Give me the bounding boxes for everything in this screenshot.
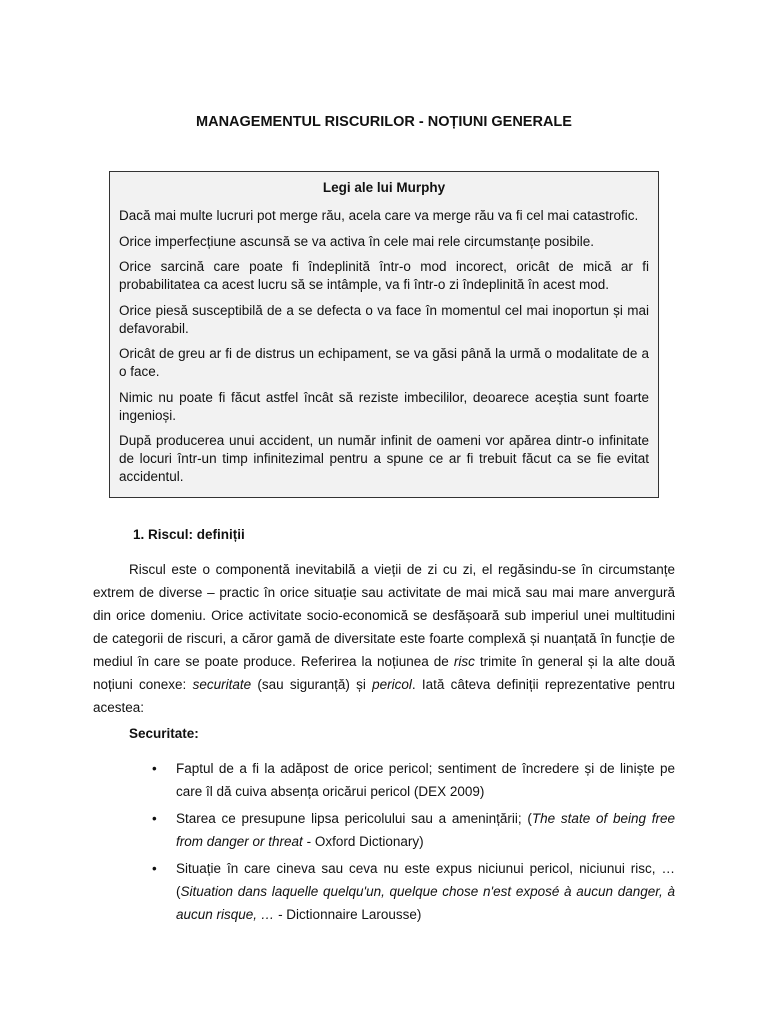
bullet-icon: • [152,811,157,826]
paragraph-emphasis: pericol [372,677,412,692]
definition-list [152,757,675,930]
definition-text: Starea ce presupune lipsa pericolului sau a amenințării; ( [176,811,532,826]
murphy-law: Oricât de greu ar fi de distrus un echipament, se va găsi până la urmă o modalitate de a o face. [119,346,649,379]
securitate-subheading: Securitate: [129,726,199,741]
murphy-law: Dacă mai multe lucruri pot merge rău, acela care va merge rău va fi cel mai catastrofic. [119,208,639,223]
list-item [152,807,675,853]
paragraph-emphasis: securitate [192,677,252,692]
definition-source: - Dictionnaire Larousse) [274,907,422,922]
paragraph-text: . Iată câteva definiții reprezentative pentru acestea: [93,677,675,715]
definition-text: Situație în care cineva sau ceva nu este expus niciunui pericol, niciunui risc, … ( [176,861,675,899]
murphy-laws-box [109,171,659,498]
definition-emphasis: The state of being free from danger or threat [176,811,675,849]
murphy-law: Nimic nu poate fi făcut astfel încât să reziste imbecililor, deoarece aceștia sunt foarte ingenioși. [119,389,649,423]
murphy-law: Orice sarcină care poate fi îndeplinită într-o mod incorect, oricât de mică ar fi probabilitatea ca acest lucru să se intâmple, va fi într-o zi îndeplinită în acest mod. [119,259,649,292]
murphy-laws-heading: Legi ale lui Murphy [322,180,446,195]
definition-source: - Oxford Dictionary) [302,834,424,849]
section-heading: 1. Riscul: definiții [133,527,245,542]
murphy-law: Orice imperfecțiune ascunsă se va activa în cele mai rele circumstanțe posibile. [119,233,594,249]
paragraph-text: (sau siguranță) și [251,677,373,692]
definition-emphasis: Situation dans laquelle quelqu'un, quelque chose n'est exposé à aucun danger, à aucun risque, … [176,884,675,922]
body-paragraph [93,558,675,719]
bullet-icon: • [152,861,157,876]
definition-text: Faptul de a fi la adăpost de orice pericol; sentiment de încredere și de liniște pe care îl dă cuiva absența oricărui pericol (DEX 2009) [176,761,675,799]
document-title: MANAGEMENTUL RISCURILOR - NOȚIUNI GENERALE [196,114,572,130]
list-item [152,757,675,803]
paragraph-emphasis: risc [453,654,475,669]
paragraph-text: trimite în general și la alte două noțiuni conexe: [93,654,676,692]
list-item [152,857,675,926]
bullet-icon: • [152,761,157,776]
paragraph-text: Riscul este o componentă inevitabilă a vieții de zi cu zi, el regăsindu-se în circumstanțe extrem de diverse – practic în orice situație sau activitate de mai mică sau mai mare anvergură din orice domeniu. Orice activitate socio-economică se desfășoară sub imperiul unei multitudini de categorii de riscuri, a căror gamă de diversitate este foarte complexă și nuanțată în funcție de mediul în care se poate produce. Referirea la noțiunea de [93,562,675,669]
murphy-law: Orice piesă susceptibilă de a se defecta o va face în momentul cel mai inoportun și mai defavorabil. [119,302,649,336]
murphy-law: După producerea unui accident, un număr infinit de oameni vor apărea dintr-o infinitate de locuri într-un timp infinitezimal pentru a spune ce ar fi trebuit făcut ca se fie evitat accidentul. [119,433,649,484]
